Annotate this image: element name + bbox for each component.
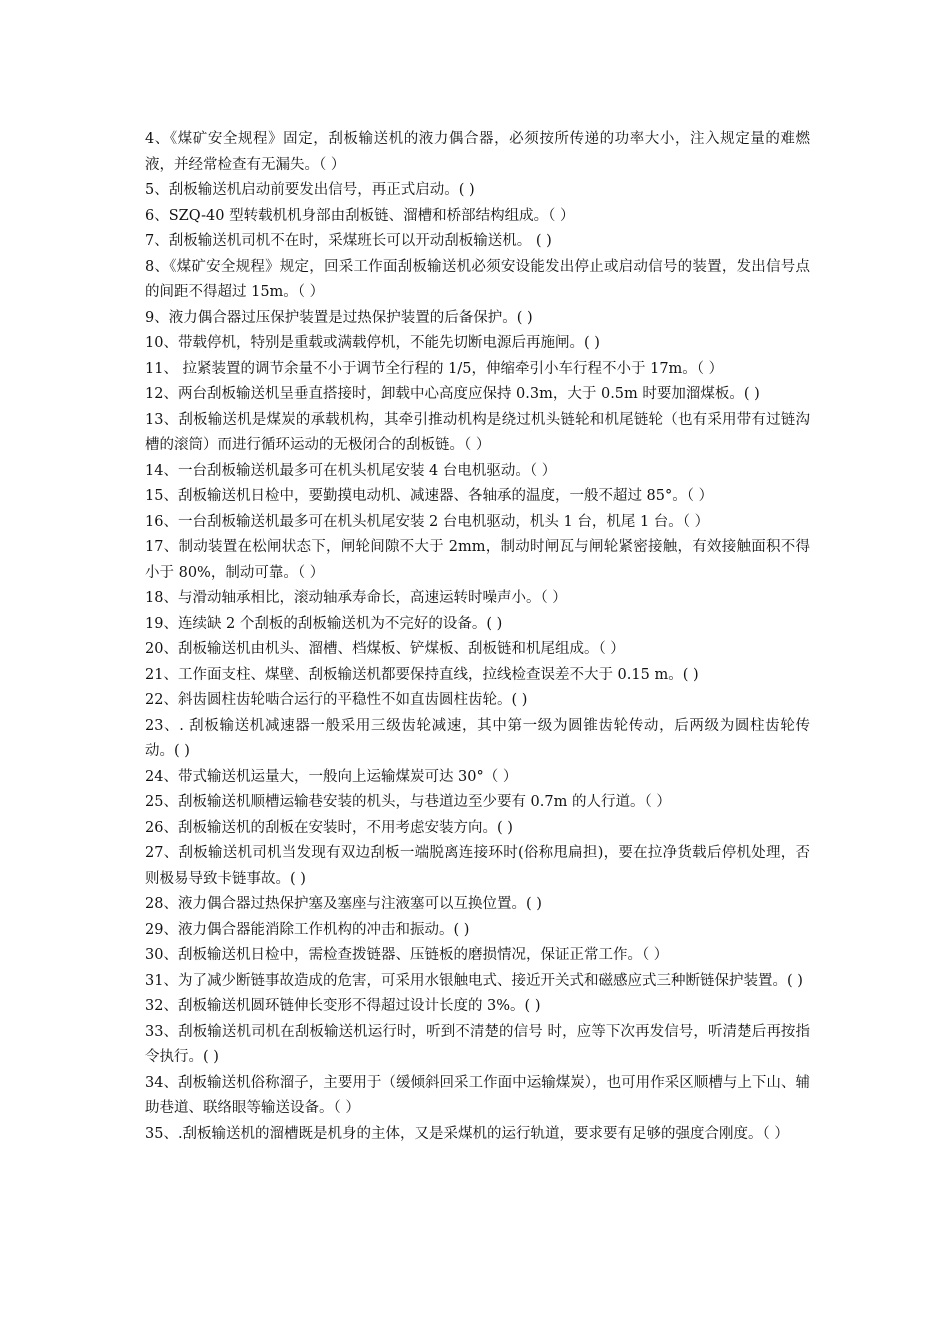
question-item: 6、SZQ-40 型转载机机身部由刮板链、溜槽和桥部结构组成。（ ） [145,207,575,224]
question-item: 18、与滑动轴承相比，滚动轴承寿命长，高速运转时噪声小。（ ） [145,590,567,606]
question-item: 13、刮板输送机是煤炭的承载机构，其牵引推动机构是绕过机头链轮和机尾链轮（也有采用带有过链沟槽的滚筒）而进行循环运动的无极闭合的刮板链。（ ） [145,411,810,453]
question-item: 5、刮板输送机启动前要发出信号，再正式启动。( ) [145,182,475,198]
question-item: 34、刮板输送机俗称溜子，主要用于（缓倾斜回采工作面中运输煤炭），也可用作采区顺槽与上下山、辅助巷道、联络眼等输送设备。（ ） [145,1074,810,1116]
question-item: 14、一台刮板输送机最多可在机头机尾安装 4 台电机驱动。（ ） [145,462,557,479]
question-item: 33、刮板输送机司机在刮板输送机运行时，听到不清楚的信号 时，应等下次再发信号，听清楚后再按指令执行。( ) [145,1023,810,1065]
question-item: 30、刮板输送机日检中，需检查拨链器、压链板的磨损情况，保证正常工作。（ ） [145,947,669,963]
question-item: 17、制动装置在松闸状态下，闸轮间隙不大于 2mm，制动时闸瓦与闸轮紧密接触，有效接触面积不得小于 80%，制动可靠。（ ） [145,539,810,581]
question-item: 8、《煤矿安全规程》规定，回采工作面刮板输送机必须安设能发出停止或启动信号的装置，发出信号点的间距不得超过 15m。（ ） [145,258,810,300]
question-item: 29、液力偶合器能消除工作机构的冲击和振动。( ) [145,921,470,938]
question-item: 25、刮板输送机顺槽运输巷安装的机头，与巷道边至少要有 0.7m 的人行道。（ ） [145,794,671,810]
question-item: 15、刮板输送机日检中，要勤摸电动机、减速器、各轴承的温度，一般不超过 85°。（ ） [145,488,714,504]
question-item: 27、刮板输送机司机当发现有双边刮板一端脱离连接环时(俗称甩扁担)，要在拉净货载后停机处理，否则极易导致卡链事故。( ) [145,845,810,887]
question-item: 22、斜齿圆柱齿轮啮合运行的平稳性不如直齿圆柱齿轮。( ) [145,692,528,708]
question-item: 7、刮板输送机司机不在时，采煤班长可以开动刮板输送机。 ( ) [145,233,552,249]
question-item: 23、. 刮板输送机减速器一般采用三级齿轮减速，其中第一级为圆锥齿轮传动，后两级为圆柱齿轮传动。( ) [145,717,810,759]
question-item: 9、液力偶合器过压保护装置是过热保护装置的后备保护。( ) [145,309,533,326]
question-item: 28、液力偶合器过热保护塞及塞座与注液塞可以互换位置。( ) [145,896,542,912]
question-item: 10、带载停机，特别是重载或满载停机，不能先切断电源后再施闸。( ) [145,335,600,351]
question-item: 24、带式输送机运量大，一般向上运输煤炭可达 30°（ ） [145,768,518,785]
question-item: 26、刮板输送机的刮板在安装时，不用考虑安装方向。( ) [145,819,513,836]
question-item: 19、连续缺 2 个刮板的刮板输送机为不完好的设备。( ) [145,615,503,632]
question-item: 16、一台刮板输送机最多可在机头机尾安装 2 台电机驱动，机头 1 台，机尾 1 台。（ ） [145,513,710,530]
question-item: 31、为了减少断链事故造成的危害，可采用水银触电式、接近开关式和磁感应式三种断链保护装置。( ) [145,972,803,989]
question-item: 32、刮板输送机圆环链伸长变形不得超过设计长度的 3%。( ) [145,998,541,1014]
question-item: 35、.刮板输送机的溜槽既是机身的主体，又是采煤机的运行轨道，要求要有足够的强度合刚度。（ ） [145,1125,789,1142]
question-item: 4、《煤矿安全规程》固定，刮板输送机的液力偶合器，必须按所传递的功率大小，注入规定量的难燃液，并经常检查有无漏失。（ ） [145,131,810,173]
question-item: 12、两台刮板输送机呈垂直搭接时，卸载中心高度应保持 0.3m，大于 0.5m 时要加溜煤板。( ) [145,386,760,402]
question-item: 20、刮板输送机由机头、溜槽、档煤板、铲煤板、刮板链和机尾组成。（ ） [145,641,625,657]
question-list [145,127,810,1147]
question-item: 11、 拉紧装置的调节余量不小于调节全行程的 1/5，伸缩牵引小车行程不小于 17m。（ ） [145,360,724,377]
question-item: 21、工作面支柱、煤壁、刮板输送机都要保持直线，拉线检查误差不大于 0.15 m。( ) [145,666,699,683]
